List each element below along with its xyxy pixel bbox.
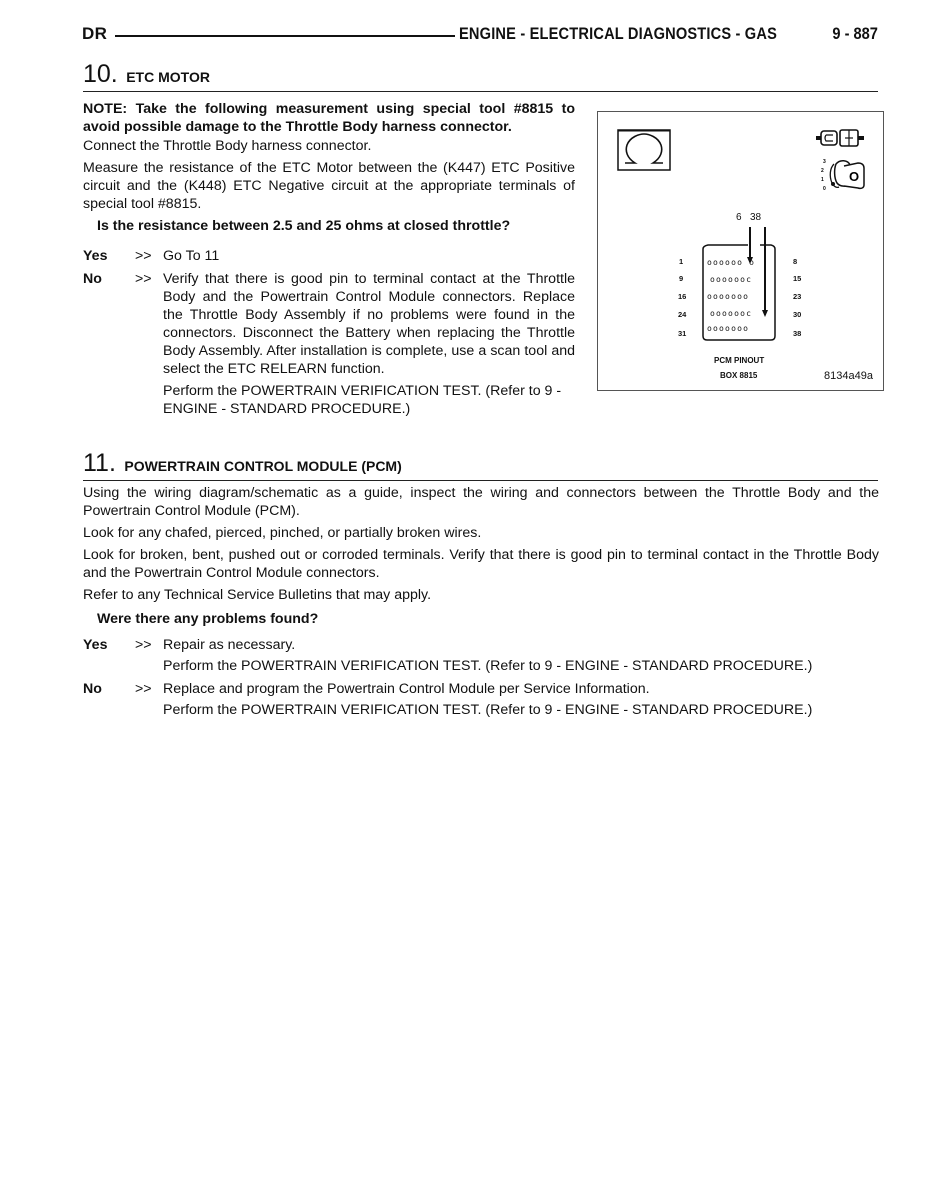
step-connect: Connect the Throttle Body harness connector. [83,138,372,154]
answer-yes-text[interactable]: Go To 11 [163,248,220,264]
answer-yes-label: Yes [83,637,108,653]
probe-pin-label: 38 [750,212,762,223]
ohmmeter-icon [617,129,671,171]
svg-text:1: 1 [821,177,824,183]
header-rule [115,35,455,37]
pin-row: ooooooc [710,275,753,284]
answer-no-label: No [83,681,102,697]
look-wires-text: Look for any chafed, pierced, pinched, or partially broken wires. [83,525,482,541]
page-number: 9 - 887 [832,24,878,43]
step-measure: Measure the resistance of the ETC Motor between the (K447) ETC Positive circuit and the (K448) ETC Negative circuit at the appropriate terminals of special tool #8815. [83,160,575,212]
answer-no [83,680,879,719]
pcm-pinout-diagram [597,111,884,391]
section-11-title: POWERTRAIN CONTROL MODULE (PCM) [124,458,402,474]
answer-no [83,270,575,418]
pin-number-right: 38 [793,329,802,338]
pin-number-right: 8 [793,257,798,266]
look-terminals-text: Look for broken, bent, pushed out or corroded terminals. Verify that there is good pin to terminal contact in the Throttle Body and the Powertrain Control Module connectors. [83,547,879,581]
diagram-caption-box: BOX 8815 [720,371,758,380]
running-header [82,24,878,46]
section-11-heading [83,449,878,481]
connector-disconnected-icon [816,127,868,149]
svg-text:2: 2 [821,168,824,174]
section-10-number: 10. [83,60,118,88]
inspect-wiring-text: Using the wiring diagram/schematic as a guide, inspect the wiring and connectors between the Throttle Body and the Powertrain Control Module (PCM). [83,485,879,519]
section-10-title: ETC MOTOR [126,69,210,85]
answer-no-verification: Perform the POWERTRAIN VERIFICATION TEST. (Refer to 9 - ENGINE - STANDARD PROCEDURE.) [163,383,562,417]
answer-arrow: >> [135,248,152,264]
answer-yes-text: Repair as necessary. [163,637,296,653]
pin-row: ooooooo [707,292,750,301]
pin-row: ooooooo [707,324,750,333]
pin-number-left: 24 [678,310,687,319]
pin-row: oooooo o [707,258,756,267]
pin-number-left: 16 [678,292,687,301]
answer-no-label: No [83,271,102,287]
svg-text:O: O [849,169,860,184]
answer-yes-verification: Perform the POWERTRAIN VERIFICATION TEST. (Refer to 9 - ENGINE - STANDARD PROCEDURE.) [163,658,813,674]
pin-number-right: 23 [793,292,802,301]
pin-number-left: 1 [679,257,684,266]
answer-arrow: >> [135,637,152,653]
svg-text:0: 0 [823,186,826,192]
pin-row: ooooooc [710,309,753,318]
ignition-key-off-icon [820,154,870,196]
answer-yes [83,247,575,265]
question-10: Is the resistance between 2.5 and 25 ohms at closed throttle? [97,218,511,234]
figure-code: 8134a49a [824,370,873,382]
section-11-number: 11. [83,449,116,477]
pin-number-right: 30 [793,310,802,319]
header-title: ENGINE - ELECTRICAL DIAGNOSTICS - GAS [459,24,778,43]
answer-yes [83,636,879,675]
header-model-code: DR [82,24,108,43]
pin-number-left: 9 [679,274,684,283]
section-10-heading [83,60,878,92]
tsb-text: Refer to any Technical Service Bulletins that may apply. [83,587,432,603]
note-text: NOTE: Take the following measurement using special tool #8815 to avoid possible damage to the Throttle Body harness connector. [83,101,575,135]
answer-arrow: >> [135,681,152,697]
svg-text:3: 3 [823,159,826,165]
answer-no-text: Verify that there is good pin to terminal contact at the Throttle Body and the Powertrain Control Module connectors. Replace the Throttle Body Assembly if no problems were found in the connectors. Disconnect the Battery when replacing the Throttle Body Assembly. After installation is complete, use a scan tool and select the ETC RELEARN function. [163,271,575,377]
diagram-caption-title: PCM PINOUT [714,356,765,365]
pin-number-right: 15 [793,274,802,283]
section-10-answers [83,247,575,418]
answer-no-text: Replace and program the Powertrain Control Module per Service Information. [163,681,650,697]
probe-pin-label: 6 [736,212,742,223]
answer-yes-label: Yes [83,248,108,264]
section-11-body [83,484,879,634]
answer-no-verification: Perform the POWERTRAIN VERIFICATION TEST. (Refer to 9 - ENGINE - STANDARD PROCEDURE.) [163,702,813,718]
answer-arrow: >> [135,271,152,287]
question-11: Were there any problems found? [97,611,319,627]
pin-number-left: 31 [678,329,687,338]
section-11-answers [83,636,879,719]
section-10-body [83,100,575,241]
